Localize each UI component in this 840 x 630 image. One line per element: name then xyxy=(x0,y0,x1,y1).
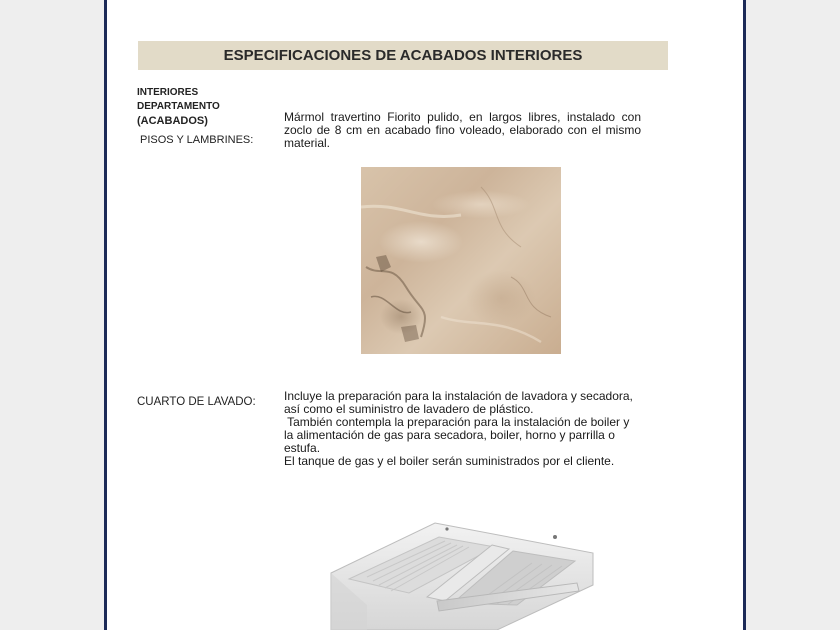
lavado-line: El tanque de gas y el boiler serán suministrados por el cliente. xyxy=(284,454,615,468)
cuarto-lavado-label: CUARTO DE LAVADO: xyxy=(137,396,256,408)
pisos-label: PISOS Y LAMBRINES: xyxy=(140,134,254,146)
marble-veins xyxy=(361,167,561,354)
laundry-sink-drawing xyxy=(327,515,599,630)
document-page xyxy=(104,0,746,630)
marble-sample-image xyxy=(361,167,561,354)
lavado-line: estufa. xyxy=(284,441,321,455)
lavado-line: la alimentación de gas para secadora, boiler, horno y parrilla o xyxy=(284,428,615,442)
section-label-interiores: INTERIORES xyxy=(137,87,199,98)
lavado-description xyxy=(284,390,644,468)
lavado-line: así como el suministro de lavadero de plástico. xyxy=(284,402,534,416)
section-title: ESPECIFICACIONES DE ACABADOS INTERIORES xyxy=(138,41,668,70)
lavado-line: Incluye la preparación para la instalación de lavadora y secadora, xyxy=(284,389,633,403)
lavado-line: También contempla la preparación para la instalación de boiler y xyxy=(284,415,630,429)
laundry-sink-image xyxy=(327,515,599,630)
section-label-acabados: (ACABADOS) xyxy=(137,115,208,127)
pisos-description: Mármol travertino Fiorito pulido, en largos libres, instalado con zoclo de 8 cm en acabado fino voleado, elaborado con el mismo material. xyxy=(284,110,641,150)
section-label-departamento: DEPARTAMENTO xyxy=(137,101,220,112)
